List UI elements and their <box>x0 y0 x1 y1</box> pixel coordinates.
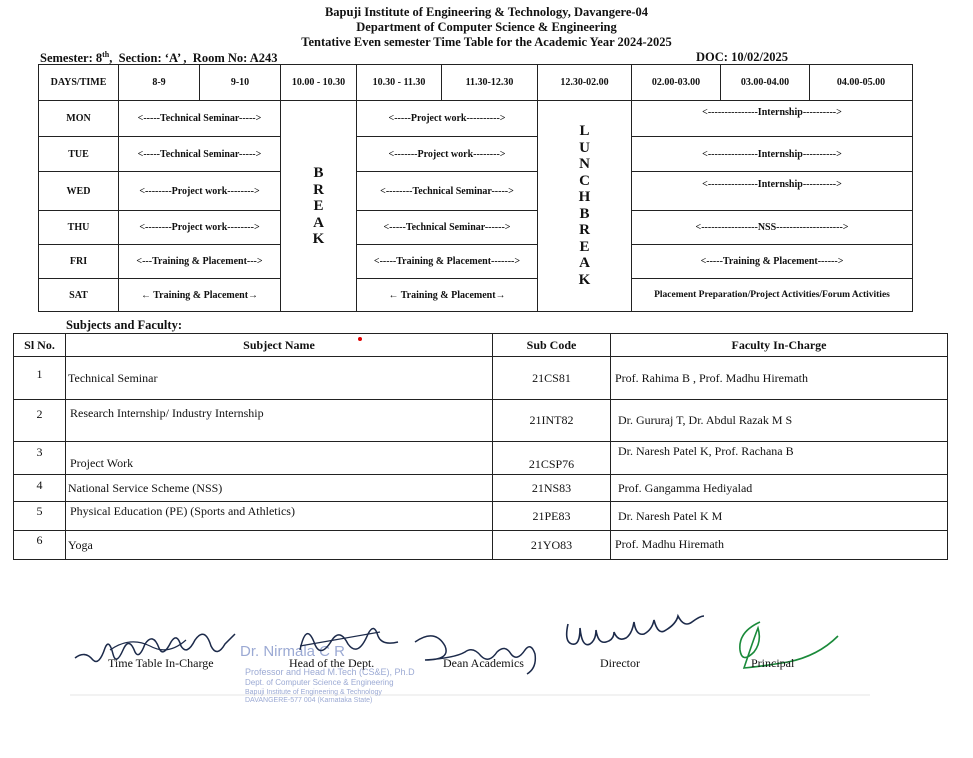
faculty: Prof. Madhu Hiremath <box>611 531 948 560</box>
subject-name: Project Work <box>66 442 493 475</box>
department-name: Department of Computer Science & Engineering <box>356 20 617 34</box>
header-slot-break: 10.00 - 10.30 <box>281 65 357 101</box>
faculty: Dr. Naresh Patel K M <box>611 502 948 531</box>
timetable-header-row <box>39 65 913 101</box>
break-letter: R <box>313 181 324 198</box>
signature-label-director: Director <box>600 656 640 670</box>
signature-label-hod: Head of the Dept. <box>289 656 375 670</box>
stamp-line: Dept. of Computer Science & Engineering <box>245 678 394 687</box>
day-label: THU <box>39 211 119 245</box>
break-letter: A <box>313 214 324 231</box>
stamp-line: Professor and Head M.Tech (CS&E), Ph.D <box>245 667 415 677</box>
header-slot-2: 02.00-03.00 <box>632 65 721 101</box>
subject-name: Yoga <box>66 531 493 560</box>
stamp-name: Dr. Nirmala C R <box>240 643 346 660</box>
signature-label-dean: Dean Academics <box>443 656 524 670</box>
subject-name: Technical Seminar <box>66 357 493 400</box>
faculty: Dr. Gururaj T, Dr. Abdul Razak M S <box>611 400 948 442</box>
header-slot-lunch: 12.30-02.00 <box>538 65 632 101</box>
sub-code: 21PE83 <box>493 502 611 531</box>
subjects-header-row <box>14 334 948 357</box>
timetable-row-fri <box>39 245 913 279</box>
sl-no: 1 <box>14 357 66 400</box>
table-row <box>14 442 948 475</box>
lunch-letter: A <box>579 255 590 271</box>
break-letter: K <box>312 231 325 247</box>
sub-code: 21CS81 <box>493 357 611 400</box>
header-subject-name: Subject Name <box>66 334 493 357</box>
morning-activity: <--------Project work--------> <box>119 211 281 245</box>
day-label: FRI <box>39 245 119 279</box>
header-slot-4: 04.00-05.00 <box>810 65 913 101</box>
afternoon-activity: <-----------------NSS--------------------> <box>632 211 913 245</box>
lunch-letter: H <box>578 189 591 205</box>
sl-no: 5 <box>14 502 66 531</box>
faculty: Dr. Naresh Patel K, Prof. Rachana B <box>611 442 948 475</box>
director-signature <box>567 616 704 645</box>
document-title: Tentative Even semester Time Table for the Academic Year 2024-2025 <box>301 35 672 49</box>
afternoon-activity: Placement Preparation/Project Activities/Forum Activities <box>632 279 913 312</box>
sl-no: 2 <box>14 400 66 442</box>
morning-activity: <--------Project work--------> <box>119 172 281 211</box>
timetable-row-tue <box>39 137 913 172</box>
semester-suffix: th <box>102 50 110 59</box>
break-letter: B <box>313 165 324 181</box>
afternoon-activity: <---------------Internship----------> <box>632 101 913 137</box>
table-row <box>14 502 948 531</box>
sl-no: 6 <box>14 531 66 560</box>
morning-activity: ← Training & Placement→ <box>119 279 281 312</box>
midday-activity: <-----Project work----------> <box>357 101 538 137</box>
header-slot-1030: 10.30 - 11.30 <box>357 65 442 101</box>
section-room-label: , Section: ‘A’ , Room No: A243 <box>109 51 278 66</box>
midday-activity: ← Training & Placement→ <box>357 279 538 312</box>
lunch-letter: B <box>579 205 590 222</box>
header-slot-3: 03.00-04.00 <box>721 65 810 101</box>
afternoon-activity: <---------------Internship----------> <box>632 172 913 211</box>
lunch-break-column <box>538 101 632 312</box>
day-label: MON <box>39 101 119 137</box>
subjects-title: Subjects and Faculty: <box>66 318 182 332</box>
day-label: WED <box>39 172 119 211</box>
lunch-letter: E <box>579 238 590 255</box>
header-days-time: DAYS/TIME <box>39 65 119 101</box>
subjects-table <box>13 333 948 560</box>
stamp-line: DAVANGERE-577 004 (Karnataka State) <box>245 697 373 704</box>
signature-label-principal: Principal <box>751 656 795 670</box>
subject-name: Research Internship/ Industry Internship <box>66 400 493 442</box>
faculty: Prof. Gangamma Hediyalad <box>611 475 948 502</box>
signature-graphics <box>0 600 973 710</box>
table-row <box>14 475 948 502</box>
subject-name: Physical Education (PE) (Sports and Athletics) <box>66 502 493 531</box>
institute-name: Bapuji Institute of Engineering & Technology, Davangere-04 <box>324 5 649 19</box>
stamp-line: Bapuji Institute of Engineering & Technology <box>245 689 382 696</box>
doc-date: DOC: 10/02/2025 <box>696 50 789 64</box>
midday-activity: <--------Technical Seminar-----> <box>357 172 538 211</box>
break-column <box>281 101 357 312</box>
timetable-row-wed <box>39 172 913 211</box>
afternoon-activity: <---------------Internship----------> <box>632 137 913 172</box>
sl-no: 3 <box>14 442 66 475</box>
lunch-letter: L <box>579 123 590 139</box>
sl-no: 4 <box>14 475 66 502</box>
subject-name: National Service Scheme (NSS) <box>66 475 493 502</box>
header-slot-8-9: 8-9 <box>119 65 200 101</box>
semester-label: Semester: 8 <box>40 51 103 66</box>
header-slot-9-10: 9-10 <box>200 65 281 101</box>
table-row <box>14 357 948 400</box>
day-label: TUE <box>39 137 119 172</box>
table-row <box>14 400 948 442</box>
morning-activity: <-----Technical Seminar-----> <box>119 137 281 172</box>
break-letter: E <box>313 198 324 214</box>
header-faculty: Faculty In-Charge <box>611 334 948 357</box>
timetable-row-mon <box>39 101 913 137</box>
sub-code: 21NS83 <box>493 475 611 502</box>
midday-activity: <-----Technical Seminar------> <box>357 211 538 245</box>
midday-activity: <-------Project work--------> <box>357 137 538 172</box>
header-sl-no: Sl No. <box>14 334 66 357</box>
morning-activity: <---Training & Placement---> <box>119 245 281 279</box>
lunch-letter: C <box>579 172 590 189</box>
lunch-letter: K <box>578 271 591 288</box>
sub-code: 21INT82 <box>493 400 611 442</box>
signature-label-timetable-incharge: Time Table In-Charge <box>108 656 214 670</box>
timetable <box>38 64 913 312</box>
header-slot-1130: 11.30-12.30 <box>442 65 538 101</box>
lunch-letter: U <box>579 139 590 156</box>
day-label: SAT <box>39 279 119 312</box>
lunch-letter: N <box>579 156 590 172</box>
morning-activity: <-----Technical Seminar-----> <box>119 101 281 137</box>
table-row <box>14 531 948 560</box>
header-sub-code: Sub Code <box>493 334 611 357</box>
timetable-row-sat <box>39 279 913 312</box>
timetable-row-thu <box>39 211 913 245</box>
lunch-letter: R <box>579 222 590 238</box>
sub-code: 21CSP76 <box>493 442 611 475</box>
midday-activity: <-----Training & Placement-------> <box>357 245 538 279</box>
faculty: Prof. Rahima B , Prof. Madhu Hiremath <box>611 357 948 400</box>
sub-code: 21YO83 <box>493 531 611 560</box>
afternoon-activity: <-----Training & Placement------> <box>632 245 913 279</box>
